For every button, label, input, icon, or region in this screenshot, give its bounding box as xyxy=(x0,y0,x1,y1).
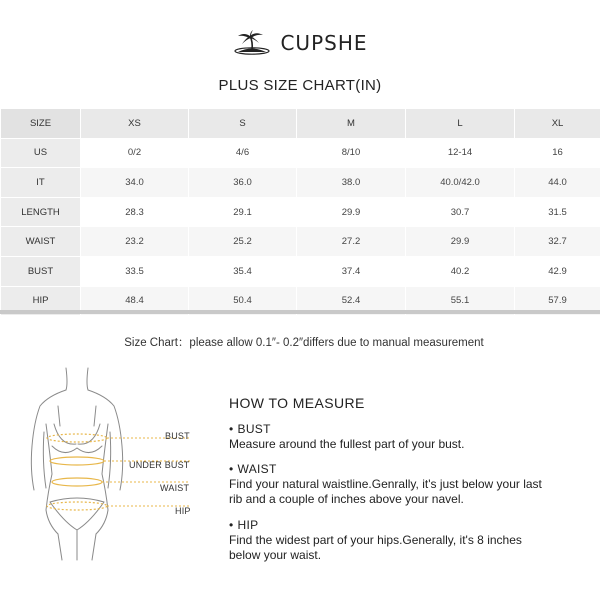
table-cell: 29.9 xyxy=(406,227,515,257)
table-cell: 31.5 xyxy=(515,197,600,227)
table-row-waist xyxy=(1,227,600,257)
table-row-bust xyxy=(1,256,600,286)
column-header-size: SIZE xyxy=(1,109,81,139)
table-cell: 30.7 xyxy=(406,197,515,227)
table-cell: 4/6 xyxy=(189,138,297,168)
table-cell: 12-14 xyxy=(406,138,515,168)
chart-title: PLUS SIZE CHART(IN) xyxy=(218,77,382,94)
column-header-s: S xyxy=(189,109,297,139)
table-cell: 32.7 xyxy=(515,227,600,257)
table-cell: 37.4 xyxy=(297,256,406,286)
measure-item-name: BUST xyxy=(237,422,271,436)
section-divider xyxy=(0,310,600,314)
measure-item-desc: Find your natural waistline.Genrally, it's just below your last xyxy=(229,477,542,491)
row-label: LENGTH xyxy=(1,197,81,227)
table-cell: 28.3 xyxy=(81,197,189,227)
row-label: WAIST xyxy=(1,227,81,257)
table-row-us xyxy=(1,138,600,168)
table-cell: 0/2 xyxy=(81,138,189,168)
column-header-l: L xyxy=(406,109,515,139)
table-header-row xyxy=(1,109,600,139)
table-cell: 44.0 xyxy=(515,168,600,198)
table-cell: 29.9 xyxy=(297,197,406,227)
measure-item-desc: below your waist. xyxy=(229,548,322,562)
measure-item-waist xyxy=(229,461,589,507)
row-label: IT xyxy=(1,168,81,198)
table-cell: 29.1 xyxy=(189,197,297,227)
table-cell: 38.0 xyxy=(297,168,406,198)
table-cell: 42.9 xyxy=(515,256,600,286)
column-header-xs: XS xyxy=(81,109,189,139)
bullet-icon: • xyxy=(229,462,234,476)
brand-header xyxy=(0,30,600,56)
measure-item-desc: Find the widest part of your hips.Generally, it's 8 inches xyxy=(229,533,522,547)
figure-label-under-bust: UNDER BUST xyxy=(129,460,190,470)
table-cell: 48.4 xyxy=(81,286,189,316)
figure-label-waist: WAIST xyxy=(160,483,190,493)
figure-label-bust: BUST xyxy=(165,431,190,441)
measure-item-bust xyxy=(229,421,589,452)
table-cell: 16 xyxy=(515,138,600,168)
table-cell: 40.0/42.0 xyxy=(406,168,515,198)
palm-island-icon xyxy=(232,30,272,56)
column-header-xl: XL xyxy=(515,109,600,139)
table-cell: 35.4 xyxy=(189,256,297,286)
table-cell: 40.2 xyxy=(406,256,515,286)
table-row-it xyxy=(1,168,600,198)
table-cell: 52.4 xyxy=(297,286,406,316)
row-label: BUST xyxy=(1,256,81,286)
figure-label-hip: HIP xyxy=(175,506,191,516)
size-chart-table xyxy=(0,108,600,316)
bullet-icon: • xyxy=(229,422,234,436)
table-cell: 57.9 xyxy=(515,286,600,316)
table-cell: 55.1 xyxy=(406,286,515,316)
measure-item-desc: rib and a couple of inches above your navel. xyxy=(229,492,464,506)
measure-item-name: WAIST xyxy=(237,462,277,476)
table-cell: 27.2 xyxy=(297,227,406,257)
row-label: HIP xyxy=(1,286,81,316)
how-to-measure-title: HOW TO MEASURE xyxy=(229,395,365,411)
table-cell: 50.4 xyxy=(189,286,297,316)
table-cell: 23.2 xyxy=(81,227,189,257)
brand-name: CUPSHE xyxy=(280,31,368,55)
table-cell: 25.2 xyxy=(189,227,297,257)
table-cell: 36.0 xyxy=(189,168,297,198)
column-header-m: M xyxy=(297,109,406,139)
measure-item-desc: Measure around the fullest part of your bust. xyxy=(229,437,465,451)
table-cell: 8/10 xyxy=(297,138,406,168)
measure-item-name: HIP xyxy=(237,518,259,532)
bullet-icon: • xyxy=(229,518,234,532)
row-label: US xyxy=(1,138,81,168)
measurement-note: Size Chart：please allow 0.1″- 0.2″differs due to manual measurement xyxy=(124,337,484,349)
table-row-length xyxy=(1,197,600,227)
measure-item-hip xyxy=(229,517,589,563)
table-cell: 33.5 xyxy=(81,256,189,286)
table-cell: 34.0 xyxy=(81,168,189,198)
